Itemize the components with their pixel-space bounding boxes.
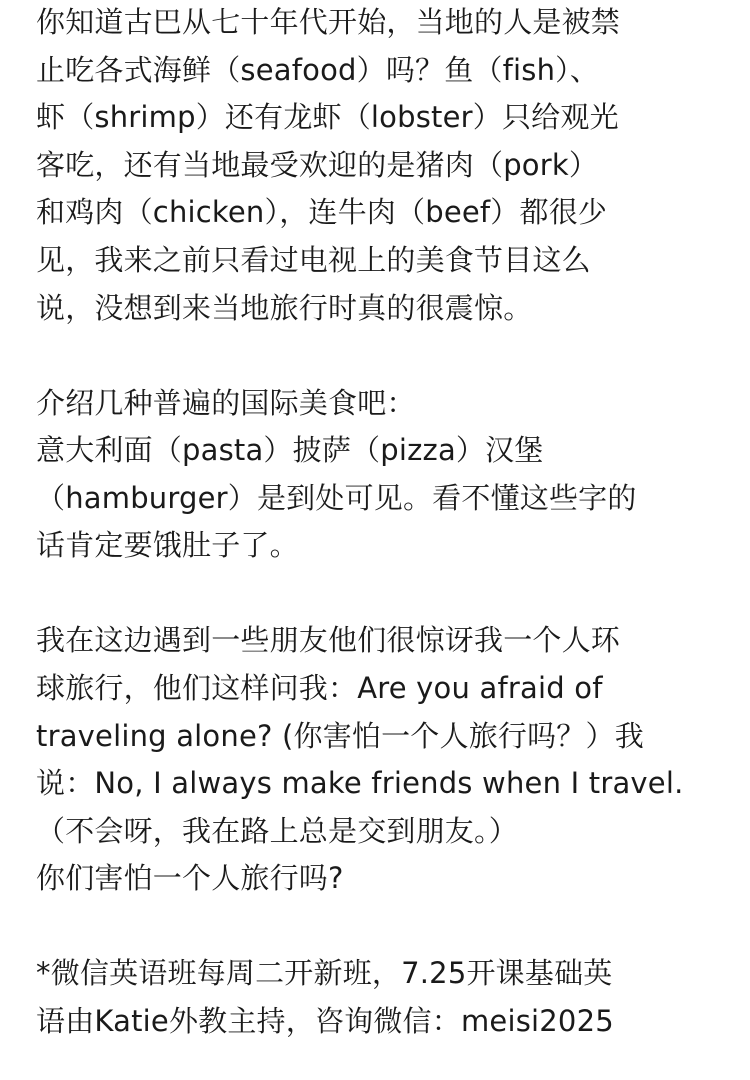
- paragraph-4-line-2: 语由Katie外教主持，咨询微信：meisi2025: [36, 1004, 614, 1038]
- paragraph-2-line-1: 介绍几种普遍的国际美食吧：: [36, 386, 416, 420]
- paragraph-1-line-5: 和鸡肉（chicken），连牛肉（beef）都很少: [36, 195, 608, 229]
- paragraph-3-line-1: 我在这边遇到一些朋友他们很惊讶我一个人环: [36, 623, 621, 657]
- paragraph-3-line-4: 说：No, I always make friends when I travel.: [36, 766, 684, 800]
- paragraph-3-line-3: traveling alone? (你害怕一个人旅行吗？）我: [36, 719, 644, 753]
- paragraph-1-line-6: 见，我来之前只看过电视上的美食节目这么: [36, 243, 591, 277]
- paragraph-1-line-7: 说，没想到来当地旅行时真的很震惊。: [36, 291, 533, 325]
- paragraph-1-line-2: 止吃各式海鲜（seafood）吗？鱼（fish）、: [36, 53, 600, 87]
- paragraph-2-line-3: （hamburger）是到处可见。看不懂这些字的: [36, 481, 637, 515]
- paragraph-3-line-5: （不会呀，我在路上总是交到朋友。）: [36, 814, 518, 848]
- paragraph-1-line-4: 客吃，还有当地最受欢迎的是猪肉（pork）: [36, 148, 599, 182]
- paragraph-1-line-1: 你知道古巴从七十年代开始，当地的人是被禁: [36, 5, 621, 39]
- paragraph-2-line-4: 话肯定要饿肚子了。: [36, 528, 299, 562]
- paragraph-4-line-1: *微信英语班每周二开新班，7.25开课基础英: [36, 956, 613, 990]
- paragraph-1-line-3: 虾（shrimp）还有龙虾（lobster）只给观光: [36, 100, 619, 134]
- paragraph-3-line-6: 你们害怕一个人旅行吗?: [36, 861, 344, 895]
- paragraph-3-line-2: 球旅行，他们这样问我：Are you afraid of: [36, 671, 603, 705]
- paragraph-2-line-2: 意大利面（pasta）披萨（pizza）汉堡: [36, 433, 544, 467]
